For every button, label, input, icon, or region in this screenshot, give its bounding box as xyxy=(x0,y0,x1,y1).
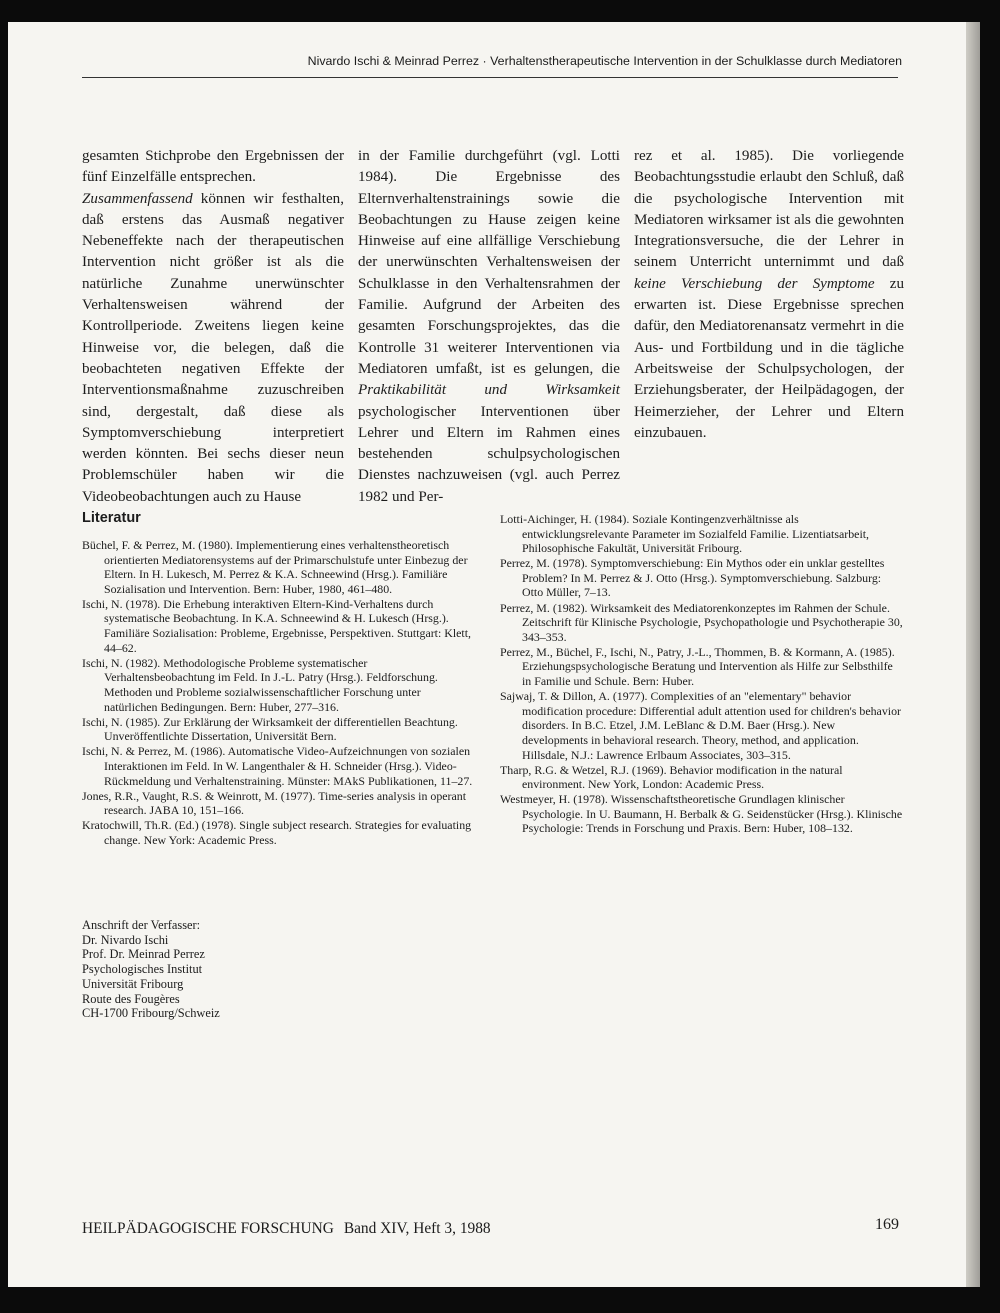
header-rule xyxy=(82,77,898,78)
reference-item: Jones, R.R., Vaught, R.S. & Weinrott, M. (1977). Time-series analysis in operant research. JABA 10, 151–166. xyxy=(82,788,467,818)
reference-item: Lotti-Aichinger, H. (1984). Soziale Kontingenzverhältnisse als entwicklungsrelevante Parameter im Sozialfeld Familie. Lizentiatsarbeit, Philosophische Fakultät, Universität Fribourg. xyxy=(500,512,870,556)
address-line: Dr. Nivardo Ischi xyxy=(82,932,169,947)
reference-item: Ischi, N. & Perrez, M. (1986). Automatische Video-Aufzeichnungen von sozialen Interaktionen im Feld. In W. Langenthaler & H. Schneider (Hrsg.). Video-Rückmeldung und Verhaltenstraining. Münster: MAkS Publikationen, 11–27. xyxy=(82,744,473,788)
address-line: Psychologisches Institut xyxy=(82,962,203,977)
column-3-emphasis: keine Verschiebung der Symptome xyxy=(634,275,875,292)
column-2-text xyxy=(358,146,620,508)
address-line: Universität Fribourg xyxy=(82,976,184,991)
address-line: Prof. Dr. Meinrad Perrez xyxy=(82,947,205,962)
body-column-2 xyxy=(358,146,620,508)
volume-info: Band XIV, Heft 3, 1988 xyxy=(343,1220,491,1237)
reference-list-left xyxy=(82,538,474,848)
reference-item: Ischi, N. (1985). Zur Erklärung der Wirksamkeit der differentiellen Beachtung. Unveröffentlichte Dissertation, Universität Bern. xyxy=(82,714,458,744)
reference-item: Kratochwill, Th.R. (Ed.) (1978). Single subject research. Strategies for evaluating change. New York: Academic Press. xyxy=(82,818,472,847)
address-line: Route des Fougères xyxy=(82,991,180,1006)
document-page xyxy=(8,22,966,1287)
page-footer xyxy=(82,1220,491,1238)
reference-item: Perrez, M. (1982). Wirksamkeit des Mediatorenkonzeptes im Rahmen der Schule. Zeitschrift für Klinische Psychologie, Psychopathologie und Psychotherapie 30, 343–353. xyxy=(500,600,903,644)
journal-name: HEILPÄDAGOGISCHE FORSCHUNG xyxy=(82,1220,334,1237)
reference-item: Tharp, R.G. & Wetzel, R.J. (1969). Behavior modification in the natural environment. New York, London: Academic Press. xyxy=(500,762,843,792)
reference-item: Ischi, N. (1978). Die Erhebung interaktiven Eltern-Kind-Verhaltens durch systematische Beobachtung. In K.A. Schneewind & H. Lukesch (Hrsg.). Familiäre Sozialisation: Probleme, Ergebnisse, Perspektiven. Stuttgart: Klett, 44–62. xyxy=(82,596,472,655)
reference-item: Perrez, M., Büchel, F., Ischi, N., Patry, J.-L., Thommen, B. & Kormann, A. (1985). Erziehungspsychologische Beratung und Intervention als Hilfe zur Selbsthilfe in Familie und Schule. Bern: Huber. xyxy=(500,644,895,689)
reference-item: Sajwaj, T. & Dillon, A. (1977). Complexities of an "elementary" behavior modification procedure: Differential adult attention used for children's behavior disorders. In B.C. Etzel, J.M. LeBlanc & D.M. Baer (Hrsg.). New developments in behavioral research. Theory, method, and application. Hillsdale, N.J.: Lawrence Erlbaum Associates, 303–315. xyxy=(500,689,901,762)
column-2-text-start: in der Familie durchgeführt (vgl. Lotti 1984). Die Ergebnisse des Elternverhaltenstrainings sowie die Beobachtungen zu Hause zeigen keine Hinweise auf eine allfällige Verschiebung der unerwünschten Verhaltensweisen der Schulklasse in den Verhaltensrahmen der Familie. Aufgrund der Arbeiten des gesamten Forschungsprojektes, das die Kontrolle 31 weiterer Interventionen via Mediatoren umfaßt, ist es gelungen, die xyxy=(358,148,620,377)
page-number: 169 xyxy=(875,1216,899,1233)
column-2-emphasis: Praktikabilität und Wirksamkeit xyxy=(358,382,620,399)
reference-list-right xyxy=(500,512,904,837)
reference-item: Westmeyer, H. (1978). Wissenschaftstheoretische Grundlagen klinischer Psychologie. In U. Baumann, H. Berbalk & G. Seidenstücker (Hrsg.). Klinische Psychologie: Trends in Forschung und Praxis. Bern: Huber, 108–132. xyxy=(500,792,903,836)
column-1-emphasis: Zusammenfassend xyxy=(82,190,193,207)
body-column-3 xyxy=(634,146,904,444)
reference-item: Ischi, N. (1982). Methodologische Probleme systematischer Verhaltensbeobachtung im Feld. In J.-L. Patry (Hrsg.). Feldforschung. Methoden und Probleme sozialwissenschaftlicher Forschung unter natürlichen Bedingungen. Bern: Huber, 277–316. xyxy=(82,655,438,714)
column-3-text-rest: zu erwarten ist. Diese Ergebnisse sprechen dafür, den Mediatorenansatz vermehrt in die Aus- und Fortbildung und in die tägliche Arbeitsweise der Schulpsychologen, der Erziehungsberater, der Heilpädagogen, der Heimerzieher, der Lehrer und Eltern einzubauen. xyxy=(634,275,904,441)
column-2-text-rest: psychologischer Interventionen über Lehrer und Eltern im Rahmen eines bestehenden schulpsychologischen Dienstes nachzuweisen (vgl. auch Perrez 1982 und Per- xyxy=(358,403,620,505)
reference-item: Büchel, F. & Perrez, M. (1980). Implementierung eines verhaltenstheoretisch orientierten Mediatorensystems auf der Primarschulstufe unter Einbezug der Eltern. In H. Lukesch, M. Perrez & K.A. Schneewind (Hrsg.). Familiäre Sozialisation und Intervention. Bern: Huber, 1980, 461–480. xyxy=(82,538,468,596)
column-1-text xyxy=(82,146,344,508)
column-1-text-start: gesamten Stichprobe den Ergebnissen der fünf Einzelfälle entsprechen. xyxy=(82,148,344,186)
body-column-1 xyxy=(82,146,344,508)
literature-heading: Literatur xyxy=(82,510,141,526)
reference-item: Perrez, M. (1978). Symptomverschiebung: Ein Mythos oder ein unklar gestelltes Problem? In M. Perrez & J. Otto (Hrsg.). Symptomverschiebung. Salzburg: Otto Müller, 7–13. xyxy=(500,556,885,600)
running-head: Nivardo Ischi & Meinrad Perrez · Verhaltenstherapeutische Intervention in der Schulklasse durch Mediatoren xyxy=(307,54,902,68)
column-3-text-start: rez et al. 1985). Die vorliegende Beobachtungsstudie erlaubt den Schluß, daß die psychologische Intervention mit Mediatoren wirksamer ist als die gewohnten Integrationsversuche, die der Lehrer in seinem Unterricht unternimmt und daß xyxy=(634,148,904,271)
address-line: Anschrift der Verfasser: xyxy=(82,918,201,932)
address-line: CH-1700 Fribourg/Schweiz xyxy=(82,1006,220,1021)
page-edge xyxy=(966,22,980,1287)
column-3-text xyxy=(634,146,904,444)
author-address xyxy=(82,918,220,1021)
column-1-text-rest: können wir festhalten, daß erstens das Ausmaß negativer Nebeneffekte nach der therapeutischen Intervention nicht größer ist als die natürliche Zunahme unerwünschter Verhaltensweisen während der Kontrollperiode. Zweitens liegen keine Hinweise vor, die belegen, daß die beobachteten negativen Effekte der Interventionsmaßnahme zuzuschreiben sind, dergestalt, daß diese als Symptomverschiebung interpretiert werden könnten. Bei sechs dieser neun Problemschüler haben wir die Videobeobachtungen auch zu Hause xyxy=(82,190,344,505)
